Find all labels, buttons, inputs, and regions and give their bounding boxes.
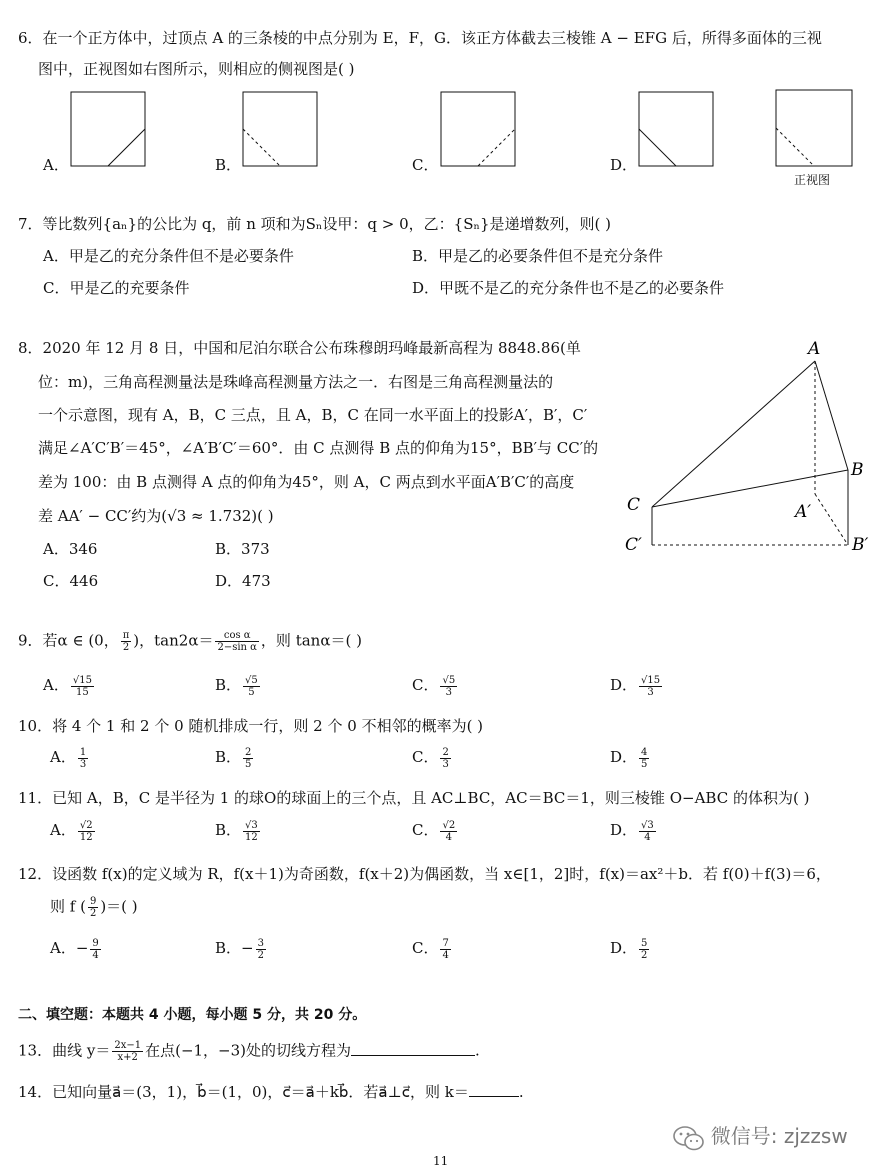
wechat-icon [672,1124,706,1154]
q11-option-a-label: A． [50,821,76,839]
q9-option-b-num: √5 [245,674,258,686]
q12-option-d-den: 2 [641,949,648,961]
q14-answer-blank[interactable] [469,1082,519,1097]
q9-option-a-den: 15 [76,686,89,698]
q9-option-c-den: 3 [445,686,453,698]
q7-option-a[interactable]: A．甲是乙的充分条件但不是必要条件 [43,247,294,265]
q10-option-c-den: 3 [442,758,449,770]
q6-option-d-view [639,92,713,166]
q12-option-a[interactable] [50,937,103,961]
q7-option-b[interactable]: B．甲是乙的必要条件但不是充分条件 [412,247,664,265]
q14-text [18,1082,524,1102]
q6-option-c-label[interactable]: C． [412,156,439,174]
q9-option-d-den: 3 [647,686,654,698]
q8-option-d[interactable]: D．473 [215,572,271,590]
q11-option-c-den: 4 [445,831,453,843]
q11-option-c-num: √2 [442,819,456,831]
q8-label-b-prime: B′ [852,535,869,555]
q11-text: 11．已知 A，B，C 是半径为 1 的球O的球面上的三个点，且 AC⊥BC，AC＝BC＝1，则三棱锥 O−ABC 的体积为( ) [18,789,810,807]
q12-option-d-num: 5 [641,937,648,949]
q12-line2-den: 2 [89,908,97,919]
watermark [672,1120,848,1154]
q10-option-d[interactable] [610,746,651,770]
q12-option-b[interactable] [215,937,268,961]
q8-figure [615,330,878,570]
q12-option-b-label: B． [215,939,242,957]
q13-prefix: 13．曲线 y＝ [18,1041,111,1060]
q11-option-c-label: C． [412,821,439,839]
q6-option-a-view [71,92,145,166]
section-2-heading: 二、填空题：本题共 4 小题，每小题 5 分，共 20 分。 [18,1007,367,1023]
q9-option-c-num: √5 [442,674,456,686]
q8-label-c: C [627,495,641,515]
q10-option-c-label: C． [412,748,439,766]
q9-pi-num: π [122,630,130,641]
q7-option-d[interactable]: D．甲既不是乙的充分条件也不是乙的必要条件 [412,279,725,297]
q6-text-line1: 6．在一个正方体中，过顶点 A 的三条棱的中点分别为 E，F，G．该正方体截去三棱锥 A − EFG 后，所得多面体的三视 [18,29,822,47]
q9-option-d-num: √15 [641,674,661,686]
q8-line-6: 差 AA′ − CC′约为(√3 ≈ 1.732)( ) [38,507,274,525]
q9-option-b[interactable] [215,674,262,698]
q9-option-c-label: C． [412,676,439,694]
q6-option-b-label[interactable]: B． [215,156,242,174]
q13-suffix: 在点(−1，−3)处的切线方程为 [145,1041,352,1060]
q10-option-b-num: 2 [245,746,252,758]
q12-option-a-sign: − [75,939,89,957]
q13-answer-blank[interactable] [351,1041,475,1056]
q12-text: 12．设函数 f(x)的定义域为 R，f(x＋1)为奇函数，f(x＋2)为偶函数，当 x∈[1，2]时，f(x)＝ax²＋b．若 f(0)＋f(3)＝6， [18,865,831,883]
q10-option-d-label: D． [610,748,638,766]
q12-option-b-den: 2 [257,949,264,961]
q9-suffix: ，则 tanα＝( ) [260,631,362,650]
q13-text [18,1040,480,1063]
q10-option-b[interactable] [215,746,255,770]
q7-text: 7．等比数列{aₙ}的公比为 q，前 n 项和为Sₙ设甲：q > 0，乙：{Sₙ}是递增数列，则( ) [18,215,611,233]
q11-option-b[interactable] [215,819,262,843]
q9-option-a-num: √15 [72,674,92,686]
q6-option-c-view [441,92,515,166]
q9-middle: )，tan2α＝ [133,631,214,650]
q8-line-4: 满足∠A′C′B′＝45°，∠A′B′C′＝60°．由 C 点测得 B 点的仰角为15°，BB′与 CC′的 [38,439,599,457]
q11-option-d[interactable] [610,819,658,843]
q10-option-c-num: 2 [442,746,449,758]
q14-end: . [518,1083,524,1101]
q8-label-a-prime: A′ [795,502,812,522]
q10-text: 10．将 4 个 1 和 2 个 0 随机排成一行，则 2 个 0 不相邻的概率为( ) [18,717,484,735]
q11-option-a-den: 12 [79,831,93,843]
page-number: 11 [433,1154,449,1168]
q12-option-d-label: D． [610,939,638,957]
q9-option-d-label: D． [610,676,638,694]
q9-pi-den: 2 [122,642,130,653]
q12-line2-prefix: 则 f ( [50,897,86,916]
q12-option-d[interactable] [610,937,651,961]
q6-front-view-label: 正视图 [794,173,831,187]
q12-option-c-den: 4 [442,949,449,961]
q10-option-b-label: B． [215,748,242,766]
q11-option-d-num: √3 [641,819,654,831]
q6-text-line2: 图中，正视图如右图所示，则相应的侧视图是( ) [38,60,355,78]
q12-option-c-label: C． [412,939,439,957]
q9-fraction [215,630,258,653]
q12-option-a-den: 4 [92,949,99,961]
q6-views-figure [0,80,878,190]
q9-f-num: cos α [215,630,258,642]
q11-option-a[interactable] [50,819,97,843]
q12-line2-suffix: )＝( ) [100,897,138,916]
q8-label-a: A [808,339,821,359]
q13-end: . [475,1041,480,1060]
q10-option-d-den: 5 [641,758,648,770]
q13-num: 2x−1 [114,1040,142,1051]
q9-option-b-den: 5 [248,686,255,698]
q6-option-a-label[interactable]: A． [43,156,69,174]
q11-option-b-num: √3 [245,819,258,831]
q9-pi-fraction [121,630,132,653]
q8-option-a[interactable]: A．346 [43,540,98,558]
q9-option-b-label: B． [215,676,242,694]
q9-prefix: 9．若α ∈ (0， [18,631,119,650]
q12-option-c-num: 7 [442,937,449,949]
q8-line-2: 位：m)，三角高程测量法是珠峰高程测量方法之一．右图是三角高程测量法的 [38,373,554,391]
q10-option-b-den: 5 [245,758,252,770]
q10-option-a-num: 1 [79,746,87,758]
q10-option-a-label: A． [50,748,76,766]
q6-front-view [776,90,852,166]
q11-option-b-label: B． [215,821,242,839]
q12-line2-num: 9 [89,896,97,907]
q13-den: x+2 [117,1052,138,1063]
q10-option-c[interactable] [412,746,453,770]
q8-line-1: 8．2020 年 12 月 8 日，中国和尼泊尔联合公布珠穆朗玛峰最新高程为 8848.86(单 [18,339,581,357]
q11-option-c[interactable] [412,819,459,843]
q11-option-d-den: 4 [644,831,651,843]
q11-option-b-den: 12 [245,831,258,843]
q8-line-5: 差为 100：由 B 点测得 A 点的仰角为45°，则 A，C 两点到水平面A′B′C′的高度 [38,473,575,491]
q8-label-c-prime: C′ [625,535,642,555]
q11-option-d-label: D． [610,821,638,839]
q9-option-d[interactable] [610,674,664,698]
q12-line2 [50,896,138,919]
q12-option-c[interactable] [412,937,453,961]
q14-body: 14．已知向量a⃗＝(3，1)，b⃗＝(1，0)，c⃗＝a⃗＋kb⃗．若a⃗⊥c⃗，则 k＝ [18,1083,469,1101]
q8-option-c[interactable]: C．446 [43,572,99,590]
q10-option-a-den: 3 [79,758,87,770]
q12-option-a-num: 9 [92,937,99,949]
q10-option-a[interactable] [50,746,90,770]
q6-option-d-label[interactable]: D． [610,156,638,174]
q9-option-a[interactable] [43,674,96,698]
q9-text [18,630,362,653]
q12-option-a-label: A． [50,939,76,957]
q8-option-b[interactable]: B．373 [215,540,270,558]
q11-option-a-num: √2 [79,819,93,831]
q7-option-c[interactable]: C．甲是乙的充要条件 [43,279,190,297]
q8-line-3: 一个示意图，现有 A，B，C 三点，且 A，B，C 在同一水平面上的投影A′，B′，C′ [38,406,588,424]
q6-option-b-view [243,92,317,166]
q9-option-c[interactable] [412,674,459,698]
q12-option-b-num: 3 [257,937,264,949]
q12-option-b-sign: − [241,939,254,957]
watermark-text: 微信号: zjzzsw [710,1124,848,1148]
q9-option-a-label: A． [43,676,69,694]
q9-f-den: 2−sin α [217,642,257,653]
q8-label-b: B [851,460,864,480]
q10-option-d-num: 4 [641,746,648,758]
